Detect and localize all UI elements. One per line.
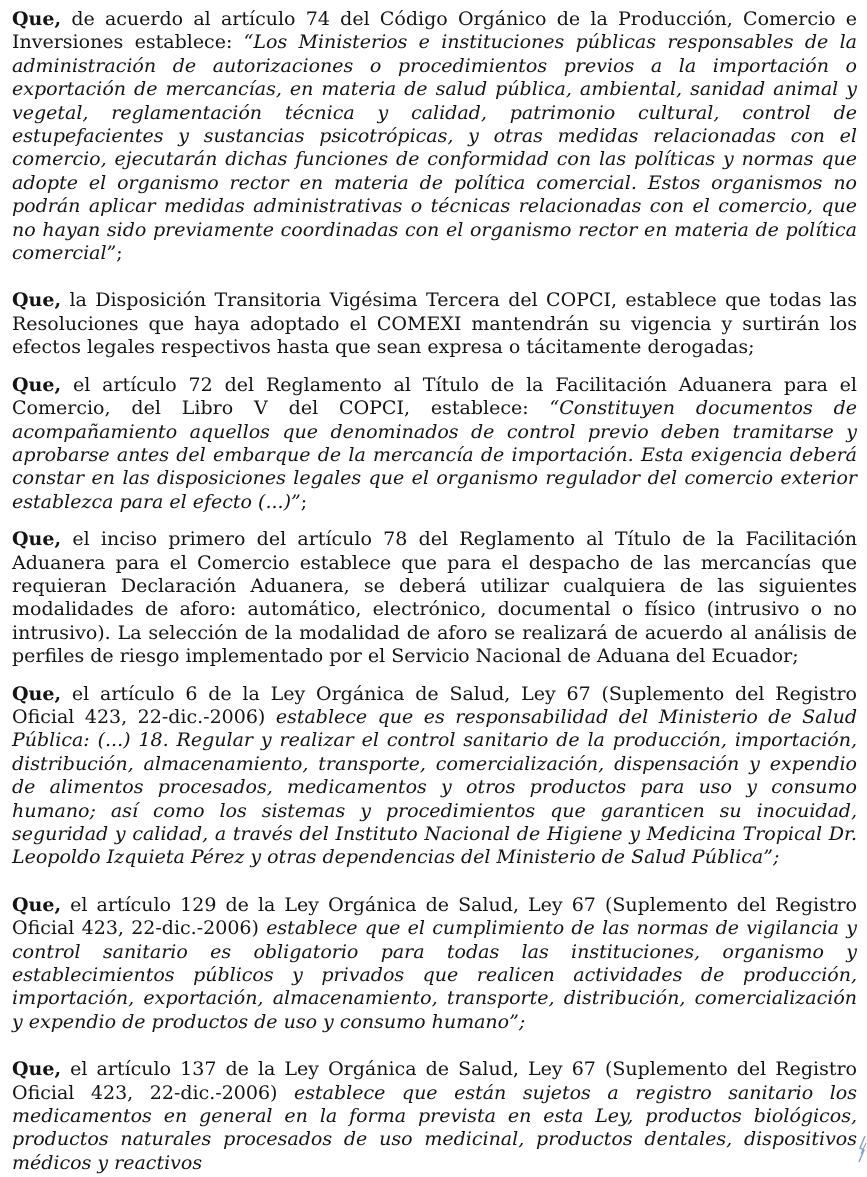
- paragraph-articulo-72: [12, 374, 857, 514]
- paragraph-quote: establece que están sujetos a registro sanitario los medicamentos en general en la forma prevista en esta Ley, productos biológicos, productos naturales procesados de uso medicinal, productos dentales, dispositivos médicos y reactivos: [12, 1081, 857, 1174]
- paragraph-articulo-74: [12, 8, 857, 265]
- paragraph-quote: “Los Ministerios e instituciones públicas responsables de la administración de autorizaciones o procedimientos previos a la importación o exportación de mercancías, en materia de salud pública, ambiental, sanidad animal y vegetal, reglamentación técnica y calidad, patrimonio cultural, control de estupefacientes y sustancias psicotrópicas, y otras medidas relacionadas con el comercio, ejecutarán dichas funciones de conformidad con las políticas y normas que adopte el organismo rector en materia de política comercial. Estos organismos no podrán aplicar medidas administrativas o técnicas relacionadas con el comercio, que no hayan sido previamente coordinadas con el organismo rector en materia de política comercial”: [12, 31, 858, 265]
- paragraph-text: el artículo 129 de la Ley Orgánica de Salud, Ley 67 (Suplemento del Registro Oficial 423, 22-dic.-2006): [12, 893, 857, 940]
- paragraph-keyword: Que,: [12, 893, 62, 916]
- paragraph-keyword: Que,: [12, 373, 62, 396]
- paragraph-text: el inciso primero del artículo 78 del Reglamento al Título de la Facilitación Aduanera para el Comercio establece que para el despacho de las mercancías que requieran Declaración Aduanera, se deberá utilizar cualquiera de las siguientes modalidades de aforo: automático, electrónico, documental o físico (intrusivo o no intrusivo). La selección de la modalidad de aforo se realizará de acuerdo al análisis de perfiles de riesgo implementado por el Servicio Nacional de Aduana del Ecuador;: [12, 528, 857, 668]
- paragraph-text: ;: [300, 490, 308, 513]
- paragraph-text: el artículo 72 del Reglamento al Título de la Facilitación Aduanera para el Comercio, del Libro V del COPCI, establece:: [12, 373, 857, 420]
- paragraph-text: el artículo 6 de la Ley Orgánica de Salud, Ley 67 (Suplemento del Registro Oficial 423, 22-dic.-2006): [12, 682, 857, 728]
- paragraph-articulo-78: [12, 528, 857, 668]
- signature-stroke-icon: [857, 1134, 867, 1164]
- paragraph-keyword: Que,: [12, 289, 62, 312]
- paragraph-keyword: Que,: [12, 1058, 62, 1081]
- paragraph-quote: establece que es responsabilidad del Ministerio de Salud Pública: (...) 18. Regular y realizar el control sanitario de la producción, importación, distribución, almacenamiento, transporte, comercialización, dispensación y expendio de alimentos procesados, medicamentos y otros productos para uso y consumo humano; así como los sistemas y procedimientos que garanticen su inocuidad, seguridad y calidad, a través del Instituto Nacional de Higiene y Medicina Tropical Dr. Leopoldo Izquieta Pérez y otras dependencias del Ministerio de Salud Pública”;: [12, 705, 857, 869]
- paragraph-keyword: Que,: [12, 528, 62, 551]
- document-page: [12, 8, 857, 1175]
- paragraph-quote: “Constituyen documentos de acompañamiento aquellos que denominados de control previo deben tramitarse y aprobarse antes del embarque de la mercancía de importación. Esta exigencia deberá constar en las disposiciones legales que el organismo regulador del comercio exterior establezca para el efecto (...)”: [12, 397, 857, 513]
- paragraph-disposicion-transitoria: [12, 289, 857, 359]
- paragraph-keyword: Que,: [12, 8, 62, 30]
- paragraph-keyword: Que,: [12, 682, 62, 705]
- paragraph-text: ;: [116, 242, 123, 265]
- paragraph-articulo-129: [12, 894, 857, 1034]
- paragraph-quote: establece que el cumplimiento de las normas de vigilancia y control sanitario es obligatorio para todas las instituciones, organismo y establecimientos públicos y privados que realicen actividades de producción, importación, exportación, almacenamiento, transporte, distribución, comercialización y expendio de productos de uso y consumo humano”;: [12, 917, 858, 1033]
- paragraph-articulo-6: [12, 683, 857, 870]
- paragraph-text: de acuerdo al artículo 74 del Código Orgánico de la Producción, Comercio e Inversiones establece:: [12, 8, 857, 54]
- paragraph-text: el artículo 137 de la Ley Orgánica de Salud, Ley 67 (Suplemento del Registro Oficial 423, 22-dic.-2006): [12, 1058, 857, 1104]
- paragraph-articulo-137: [12, 1058, 857, 1175]
- paragraph-text: la Disposición Transitoria Vigésima Tercera del COPCI, establece que todas las Resoluciones que haya adoptado el COMEXI mantendrán su vigencia y surtirán los efectos legales respectivos hasta que sean expresa o tácitamente derogadas;: [12, 289, 857, 359]
